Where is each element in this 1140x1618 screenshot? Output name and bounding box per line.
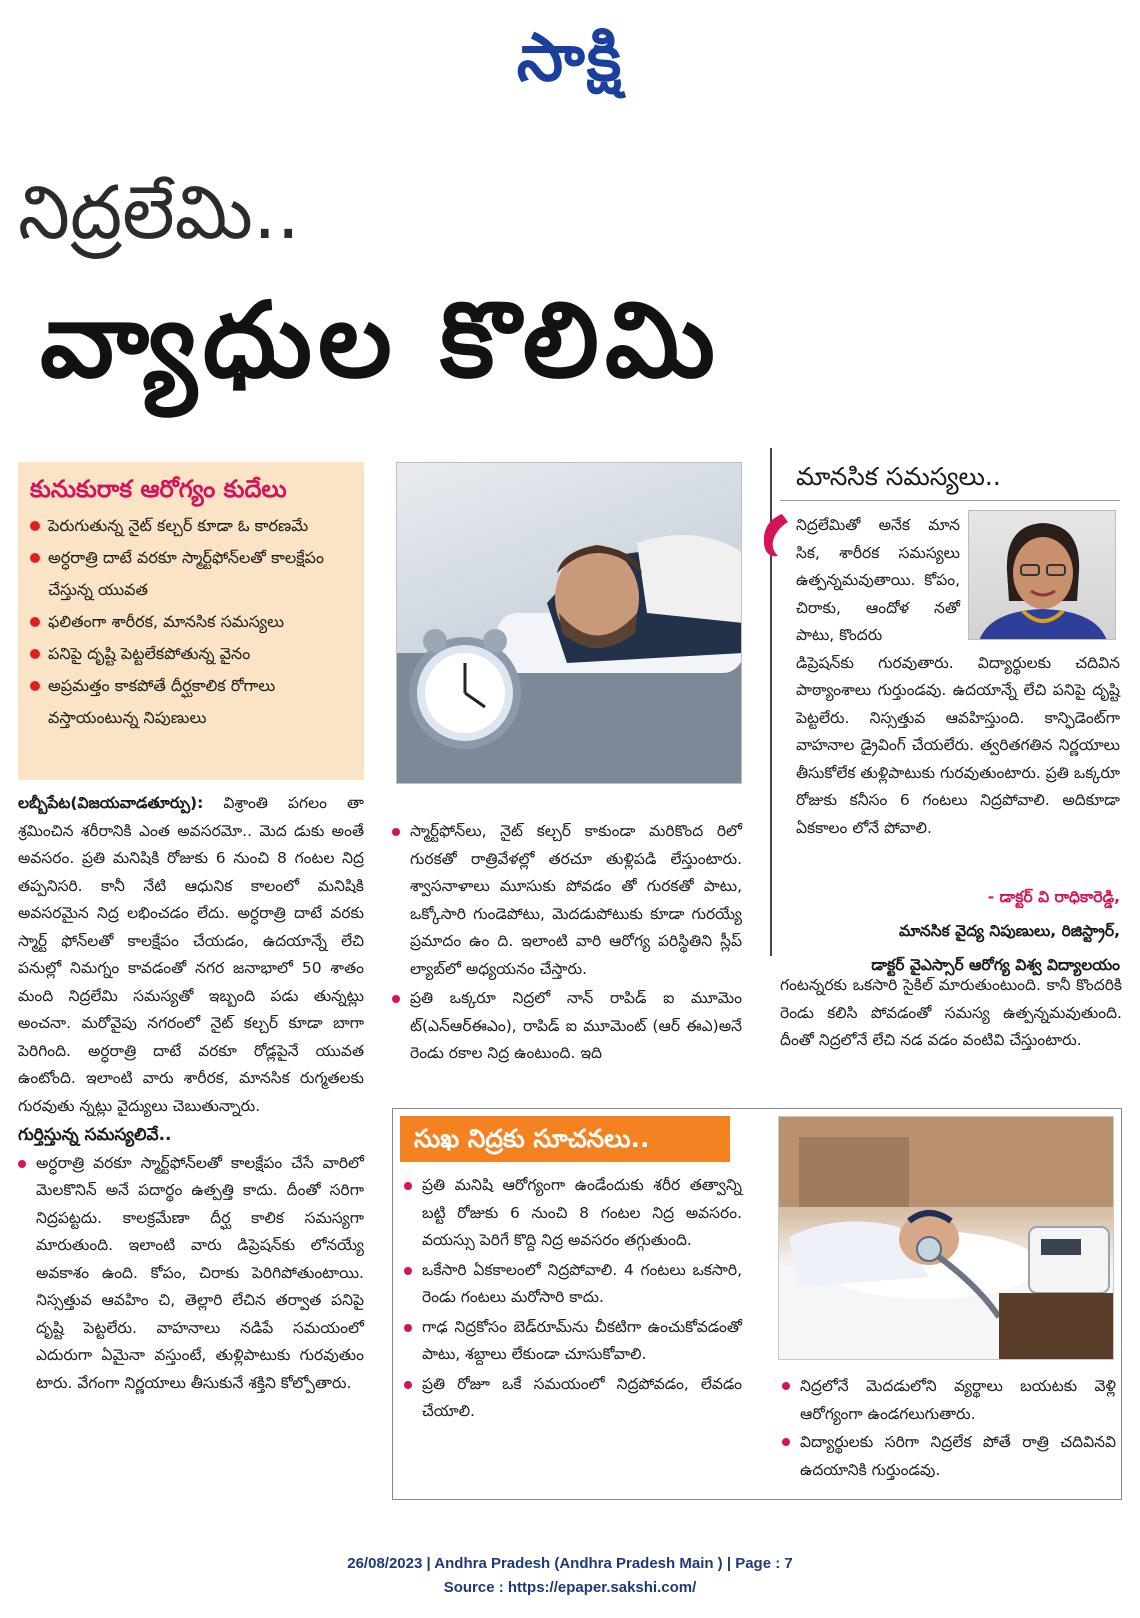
interview-quote-wide: డిప్రెషన్‌కు గురవుతారు. విద్యార్థులకు చదివిన పాఠ్యాంశాలు గుర్తుండవు. ఉదయాన్నే లేచి పనిపై దృష్టి పెట్టలేరు. నిస్సత్తువ ఆవహిస్తుంది. కాన్ఫిడెంట్‌గా వాహనాల డ్రైవింగ్ చేయలేరు. త్వరితగతిన నిర్ణయాలు తీసుకోలేక తుళ్లిపాటుకు గురవుతుంటారు. ప్రతి ఒక్కరూ రోజుకు కనీసం 6 గంటలు నిద్రపోవాలి. అదికూడా ఏకకాలం లోనే పోవాలి. [796, 653, 1120, 837]
masthead [0, 18, 1140, 98]
list-item: అప్రమత్తం కాకపోతే దీర్ఘకాలిక రోగాలు వస్తాయంటున్న నిపుణులు [30, 670, 352, 734]
dateline: లబ్బీపేట(విజయవాడతూర్పు): [18, 794, 204, 812]
bullet-icon [392, 828, 400, 836]
list-item: ఒకేసారి ఏకకాలంలో నిద్రపోవాలి. 4 గంటలు ఒకసారి, రెండు గంటలు మరోసారి కాదు. [404, 1257, 742, 1312]
headline-line-2: వ్యాధుల కొలిమి [40, 279, 721, 401]
article-bullet-paragraph: అర్ధరాత్రి వరకూ స్మార్ట్‌ఫోన్‌లతో కాలక్షేపం చేసే వారిలో మెలకొనిన్ అనే పదార్థం ఉత్పత్తి కాదు. దీంతో సరిగా నిద్రపట్టదు. కాలక్రమేణా దీర్ఘ కాలిక సమస్యగా మారుతుంది. ఇలాంటి వారు డిప్రెషన్‌కు లోనయ్యే అవకాశం ఉంది. కోపం, చిరాకు పెరిగిపోతుంటాయి. నిస్సత్తువ ఆవహిం చి, తెల్లారి లేచిన తర్వాత పనిపై దృష్టి పెట్టలేరు. వాహనాలు నడిపే సమయంలో ఎదురుగా ఏమైనా వస్తుంటే, తుళ్లిపాటుకు గురవుతుం టారు. వేగంగా నిర్ణయాలు తీసుకునే శక్తిని కోల్పోతారు. [18, 1150, 364, 1398]
health-highlights-list [30, 510, 352, 734]
cpap-notes-list [782, 1372, 1116, 1484]
bullet-icon [30, 649, 40, 659]
footer-source-line: Source : https://epaper.sakshi.com/ [443, 1579, 697, 1596]
doctor-signature [790, 880, 1120, 982]
interview-title: మానసిక సమస్యలు.. [796, 462, 1001, 491]
list-item: ఫలితంగా శారీరక, మానసిక సమస్యలు [30, 606, 352, 638]
health-box-title: కునుకురాక ఆరోగ్యం కుదేలు [30, 475, 287, 503]
bullet-icon [782, 1438, 790, 1446]
bullet-icon [404, 1324, 412, 1332]
sleepless-man-photo [396, 462, 742, 784]
list-item: పనిపై దృష్టి పెట్టలేకపోతున్న వైనం [30, 638, 352, 670]
footer-edition-line: 26/08/2023 | Andhra Pradesh (Andhra Pradesh Main ) | Page : 7 [347, 1555, 793, 1572]
main-article-column-1 [18, 790, 364, 1397]
page-footer [0, 1552, 1140, 1600]
bullet-icon [782, 1382, 790, 1390]
list-item: నిద్రలోనే మెదడులోని వ్యర్థాలు బయటకు వెళ్లి ఆరోగ్యంగా ఉండగలుగుతారు. [782, 1372, 1116, 1428]
doctor-organization: డాక్టర్ వైఎస్సార్ ఆరోగ్య విశ్వ విద్యాలయం [871, 956, 1120, 974]
interview-quote-narrow: నిద్రలేమితో అనేక మాన సిక, శారీరక సమస్యలు ఉత్పన్నమవుతాయి. కోపం, చిరాకు, ఆందోళ నతో పాటు, కొందరు [796, 516, 960, 644]
bullet-icon [30, 553, 40, 563]
subheading: గుర్తిస్తున్న సమస్యలివే.. [18, 1125, 172, 1145]
cpap-sleeper-photo [778, 1116, 1114, 1360]
sleep-tips-title: సుఖ నిద్రకు సూచనలు.. [400, 1116, 730, 1162]
list-item: ప్రతి మనిషి ఆరోగ్యంగా ఉండేందుకు శరీర తత్వాన్ని బట్టి రోజుకు 6 నుంచి 8 గంటల నిద్ర అవసరం. వయస్సు పెరిగే కొద్ది నిద్ర అవసరం తగ్గుతుంది. [404, 1172, 742, 1255]
list-item: పెరుగుతున్న నైట్ కల్చర్ కూడా ఓ కారణమే [30, 510, 352, 542]
article-bullet-paragraph: స్మార్ట్‌ఫోన్‌లు, నైట్ కల్చర్ కాకుండా మరికొంద రిలో గురకతో రాత్రివేళల్లో తరచూ తుళ్లిపడి లేస్తుంటారు. శ్వాసనాళాలు మూసుకు పోవడం తో గురకతో పాటు, ఒక్కోసారి గుండెపోటు, మెదడుపోటుకు కూడా గురయ్యే ప్రమాదం ఉం ది. ఇలాంటి వారి ఆరోగ్య పరిస్థితిని స్లీప్ ల్యాబ్‌లో అధ్యయనం చేస్తారు. [392, 818, 742, 983]
headline-line-1: నిద్రలేమి.. [18, 170, 300, 256]
interview-column [796, 512, 1120, 842]
sleep-tips-list [404, 1172, 742, 1428]
list-item: ప్రతి రోజూ ఒకే సమయంలో నిద్రపోవడం, లేవడం చేయాలి. [404, 1371, 742, 1426]
health-highlights-box [18, 462, 364, 780]
list-item: అర్ధరాత్రి దాటే వరకూ స్మార్ట్‌ఫోన్‌లతో కాలక్షేపం చేస్తున్న యువత [30, 542, 352, 606]
bullet-icon [404, 1267, 412, 1275]
bullet-icon [30, 681, 40, 691]
article-paragraph: లబ్బీపేట(విజయవాడతూర్పు): విశ్రాంతి పగలం తా శ్రమించిన శరీరానికి ఎంత అవసరమో.. మెద డుకు అంతే అవసరం. ప్రతి మనిషికి రోజుకు 6 నుంచి 8 గంటల నిద్ర తప్పనిసరి. కానీ నేటి ఆధునిక కాలంలో మనిషికి అవసరమైన నిద్ర లభించడం లేదు. అర్ధరాత్రి దాటే వరకు స్మార్ట్ ఫోన్‌లతో కాలక్షేపం చేయడం, ఉదయాన్నే లేచి పనుల్లో నిమగ్నం కావడంతో నగర జనాభాలో 50 శాతం మంది నిద్రలేమి సమస్యతో ఇబ్బంది పడు తున్నట్లు అంచనా. మరోవైపు నగరంలో నైట్ కల్చర్ కూడా బాగా పెరిగింది. అర్ధరాత్రి దాటే వరకూ రోడ్లపైనే యువత ఉంటోంది. ఇలాంటి వారు శారీరక, మానసిక రుగ్మతలకు గురవుతు న్నట్లు వైద్యులు చెబుతున్నారు. [18, 794, 364, 1115]
bullet-icon [404, 1381, 412, 1389]
bullet-icon [18, 1160, 26, 1168]
article-continuation: గంటన్నరకు ఒకసారి సైకిల్ మారుతుంటుంది. కానీ కొందరికి రెండు కలిసి పోవడంతో సమస్య ఉత్పన్నమవుతుంది. దీంతో నిద్రలోనే లేచి నడ వడం వంటివి చేస్తుంటారు. [780, 976, 1122, 1049]
cpap-illustration [779, 1117, 1114, 1360]
list-item: గాఢ నిద్రకోసం బెడ్‌రూమ్‌ను చీకటిగా ఉంచుకోవడంతో పాటు, శబ్దాలు లేకుండా చూసుకోవాలి. [404, 1314, 742, 1369]
bullet-icon [30, 617, 40, 627]
quote-mark-icon [756, 510, 792, 560]
bullet-icon [404, 1182, 412, 1190]
main-article-column-2 [392, 818, 742, 1070]
bullet-icon [392, 995, 400, 1003]
list-item: విద్యార్థులకు సరిగా నిద్రలేక పోతే రాత్రి చదివినవి ఉదయానికి గుర్తుండవు. [782, 1428, 1116, 1484]
title-underline [780, 500, 1120, 501]
doctor-name: - డాక్టర్ వి రాధికారెడ్డి, [987, 888, 1120, 906]
sleepless-illustration [397, 463, 742, 784]
sakshi-logo: సాక్షి [516, 19, 624, 96]
article-bullet-paragraph: ప్రతి ఒక్కరూ నిద్రలో నాన్ రాపిడ్ ఐ మూమెం ట్(ఎన్ఆర్ఈఎం), రాపిడ్ ఐ మూమెంట్ (ఆర్ ఈఎ)అనే రెండు రకాల నిద్ర ఉంటుంది. ఇది [392, 985, 742, 1068]
bullet-icon [30, 521, 40, 531]
doctor-role: మానసిక వైద్య నిపుణులు, రిజిస్ట్రార్, [898, 922, 1120, 940]
